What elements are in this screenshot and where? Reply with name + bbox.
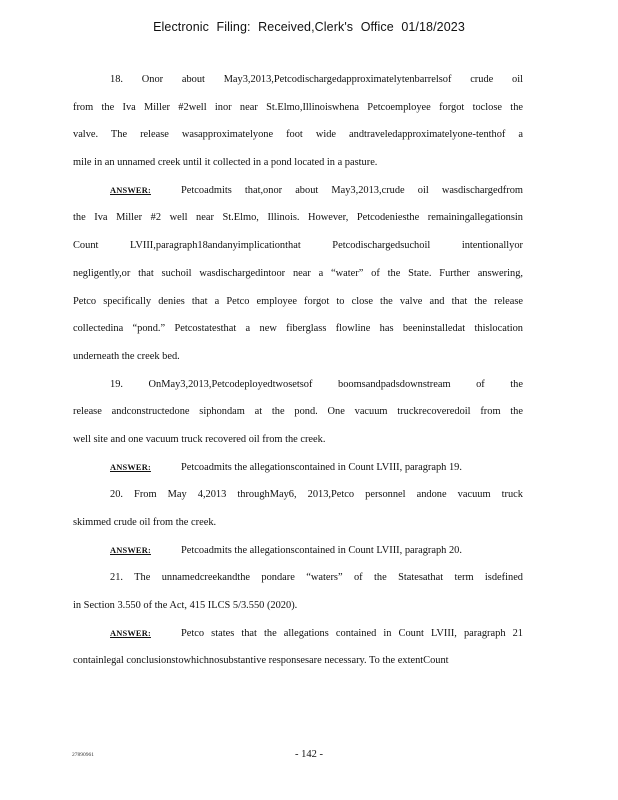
line-text: 20. From May 4,2013 throughMay6, 2013,Petco personnel andone vacuum truck	[110, 489, 523, 501]
line-text: release andconstructedone siphondam at the pond. One vacuum truckrecoveredoil from the	[73, 406, 523, 418]
line-text: negligently,or that suchoil wasdischargedintoor near a “water” of the State. Further answering,	[73, 267, 523, 279]
line-text: Count LVIII,paragraph18andanyimplicationthat Petcodischargedsuchoil intentionallyor	[73, 240, 523, 252]
document-body	[73, 70, 523, 679]
answer-line	[73, 264, 523, 292]
line-text: Petcoadmits the allegationscontained in Count LVIII, paragraph 19.	[181, 461, 462, 473]
answer-line	[73, 624, 523, 652]
line-text: valve. The release wasapproximatelyone foot wide andtraveledapproximatelyone-tenthof a	[73, 129, 523, 141]
line-text: the Iva Miller #2 well near St.Elmo, Illinois. However, Petcodeniesthe remainingallegationsin	[73, 212, 523, 224]
paragraph-line	[73, 98, 523, 126]
paragraph-line	[73, 402, 523, 430]
answer-line	[73, 541, 523, 569]
answer-label: ANSWER:	[110, 185, 151, 195]
answer-label: ANSWER:	[110, 628, 151, 638]
answer-label: ANSWER:	[110, 462, 151, 472]
paragraph-line	[73, 70, 523, 98]
line-text: Petco specifically denies that a Petco employee forgot to close the valve and that the release	[73, 295, 523, 307]
paragraph-line	[73, 596, 523, 624]
paragraph-line	[73, 568, 523, 596]
answer-line	[73, 347, 523, 375]
line-text: well site and one vacuum truck recovered oil from the creek.	[73, 433, 326, 445]
answer-line	[73, 292, 523, 320]
line-text: skimmed crude oil from the creek.	[73, 517, 217, 528]
line-text: in Section 3.550 of the Act, 415 ILCS 5/3.550 (2020).	[73, 600, 298, 612]
answer-line	[73, 181, 523, 209]
page-number: - 142 -	[295, 749, 323, 760]
answer-line	[73, 208, 523, 236]
line-text: collectedina “pond.” Petcostatesthat a new fiberglass flowline has beeninstalledat thislocation	[73, 323, 523, 335]
answer-line	[73, 458, 523, 486]
line-text: 18. Onor about May3,2013,Petcodischargedapproximatelytenbarrelsof crude oil	[110, 74, 523, 85]
answer-line	[73, 236, 523, 264]
document-id: 27890961	[72, 752, 94, 758]
paragraph-line	[73, 375, 523, 403]
answer-line	[73, 319, 523, 347]
line-text: underneath the creek bed.	[73, 350, 180, 362]
line-text: 21. The unnamedcreekandthe pondare “waters” of the Statesathat term isdefined	[110, 572, 523, 584]
line-text: mile in an unnamed creek until it collected in a pond located in a pasture.	[73, 157, 378, 169]
line-text: 19. OnMay3,2013,Petcodeployedtwosetsof boomsandpadsdownstream of the	[110, 378, 523, 390]
answer-label: ANSWER:	[110, 545, 151, 555]
answer-line	[73, 651, 523, 679]
paragraph-line	[73, 430, 523, 458]
line-text: Petcoadmits that,onor about May3,2013,crude oil wasdischargedfrom	[181, 184, 523, 196]
paragraph-line	[73, 485, 523, 513]
line-text: from the Iva Miller #2well inor near St.Elmo,Illinoiswhena Petcoemployee forgot toclose the	[73, 101, 523, 113]
line-text: Petcoadmits the allegationscontained in Count LVIII, paragraph 20.	[181, 544, 462, 556]
paragraph-line	[73, 513, 523, 541]
filing-header: Electronic Filing: Received,Clerk's Office 01/18/2023	[153, 20, 465, 34]
line-text: Petco states that the allegations contained in Count LVIII, paragraph 21	[181, 627, 523, 639]
paragraph-line	[73, 153, 523, 181]
line-text: containlegal conclusionstowhichnosubstantive responsesare necessary. To the extentCount	[73, 655, 449, 667]
paragraph-line	[73, 125, 523, 153]
